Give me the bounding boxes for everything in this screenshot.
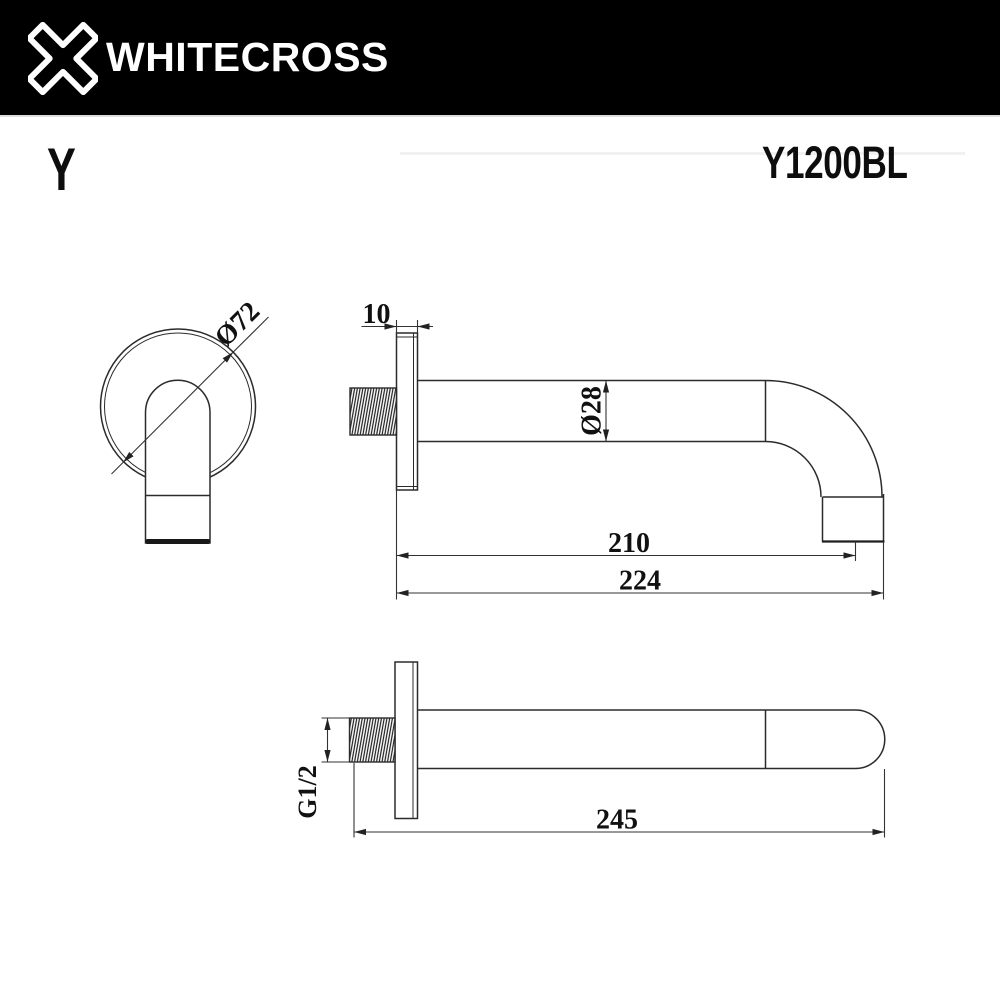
side-view bbox=[350, 299, 885, 600]
dim-text-spout-diameter: Ø28 bbox=[576, 386, 608, 436]
dim-thread-size bbox=[293, 718, 350, 819]
threaded-nipple-top bbox=[350, 718, 396, 762]
dim-text-escutcheon-diameter: Ø72 bbox=[208, 295, 267, 354]
spout-bend-inner-arc bbox=[766, 442, 822, 498]
wall-flange-top bbox=[395, 662, 418, 819]
series-label: Y bbox=[47, 136, 76, 203]
model-number-label: Y1200BL bbox=[762, 137, 908, 188]
dim-spout-diameter bbox=[577, 381, 608, 442]
dim-text-flange-thickness: 10 bbox=[362, 299, 391, 330]
dim-text-top-view-length: 245 bbox=[596, 804, 638, 836]
spout-bend-outer-arc bbox=[766, 381, 883, 498]
spout-front-outlet-edge bbox=[146, 539, 211, 544]
dim-text-wall-to-outlet: 210 bbox=[608, 528, 650, 559]
wall-flange-side bbox=[397, 333, 418, 490]
tube-rounded-tip bbox=[856, 710, 885, 769]
front-view bbox=[101, 296, 269, 544]
dim-text-thread-size: G1/2 bbox=[293, 765, 322, 819]
spout-front-outline bbox=[146, 380, 211, 543]
dim-text-total-projection: 224 bbox=[619, 565, 661, 597]
threaded-nipple-side bbox=[350, 388, 397, 435]
brand-name: WHITECROSS bbox=[106, 34, 389, 80]
dim-flange-thickness bbox=[362, 299, 434, 333]
top-view bbox=[293, 662, 885, 838]
dim-top-view-length bbox=[354, 763, 885, 838]
